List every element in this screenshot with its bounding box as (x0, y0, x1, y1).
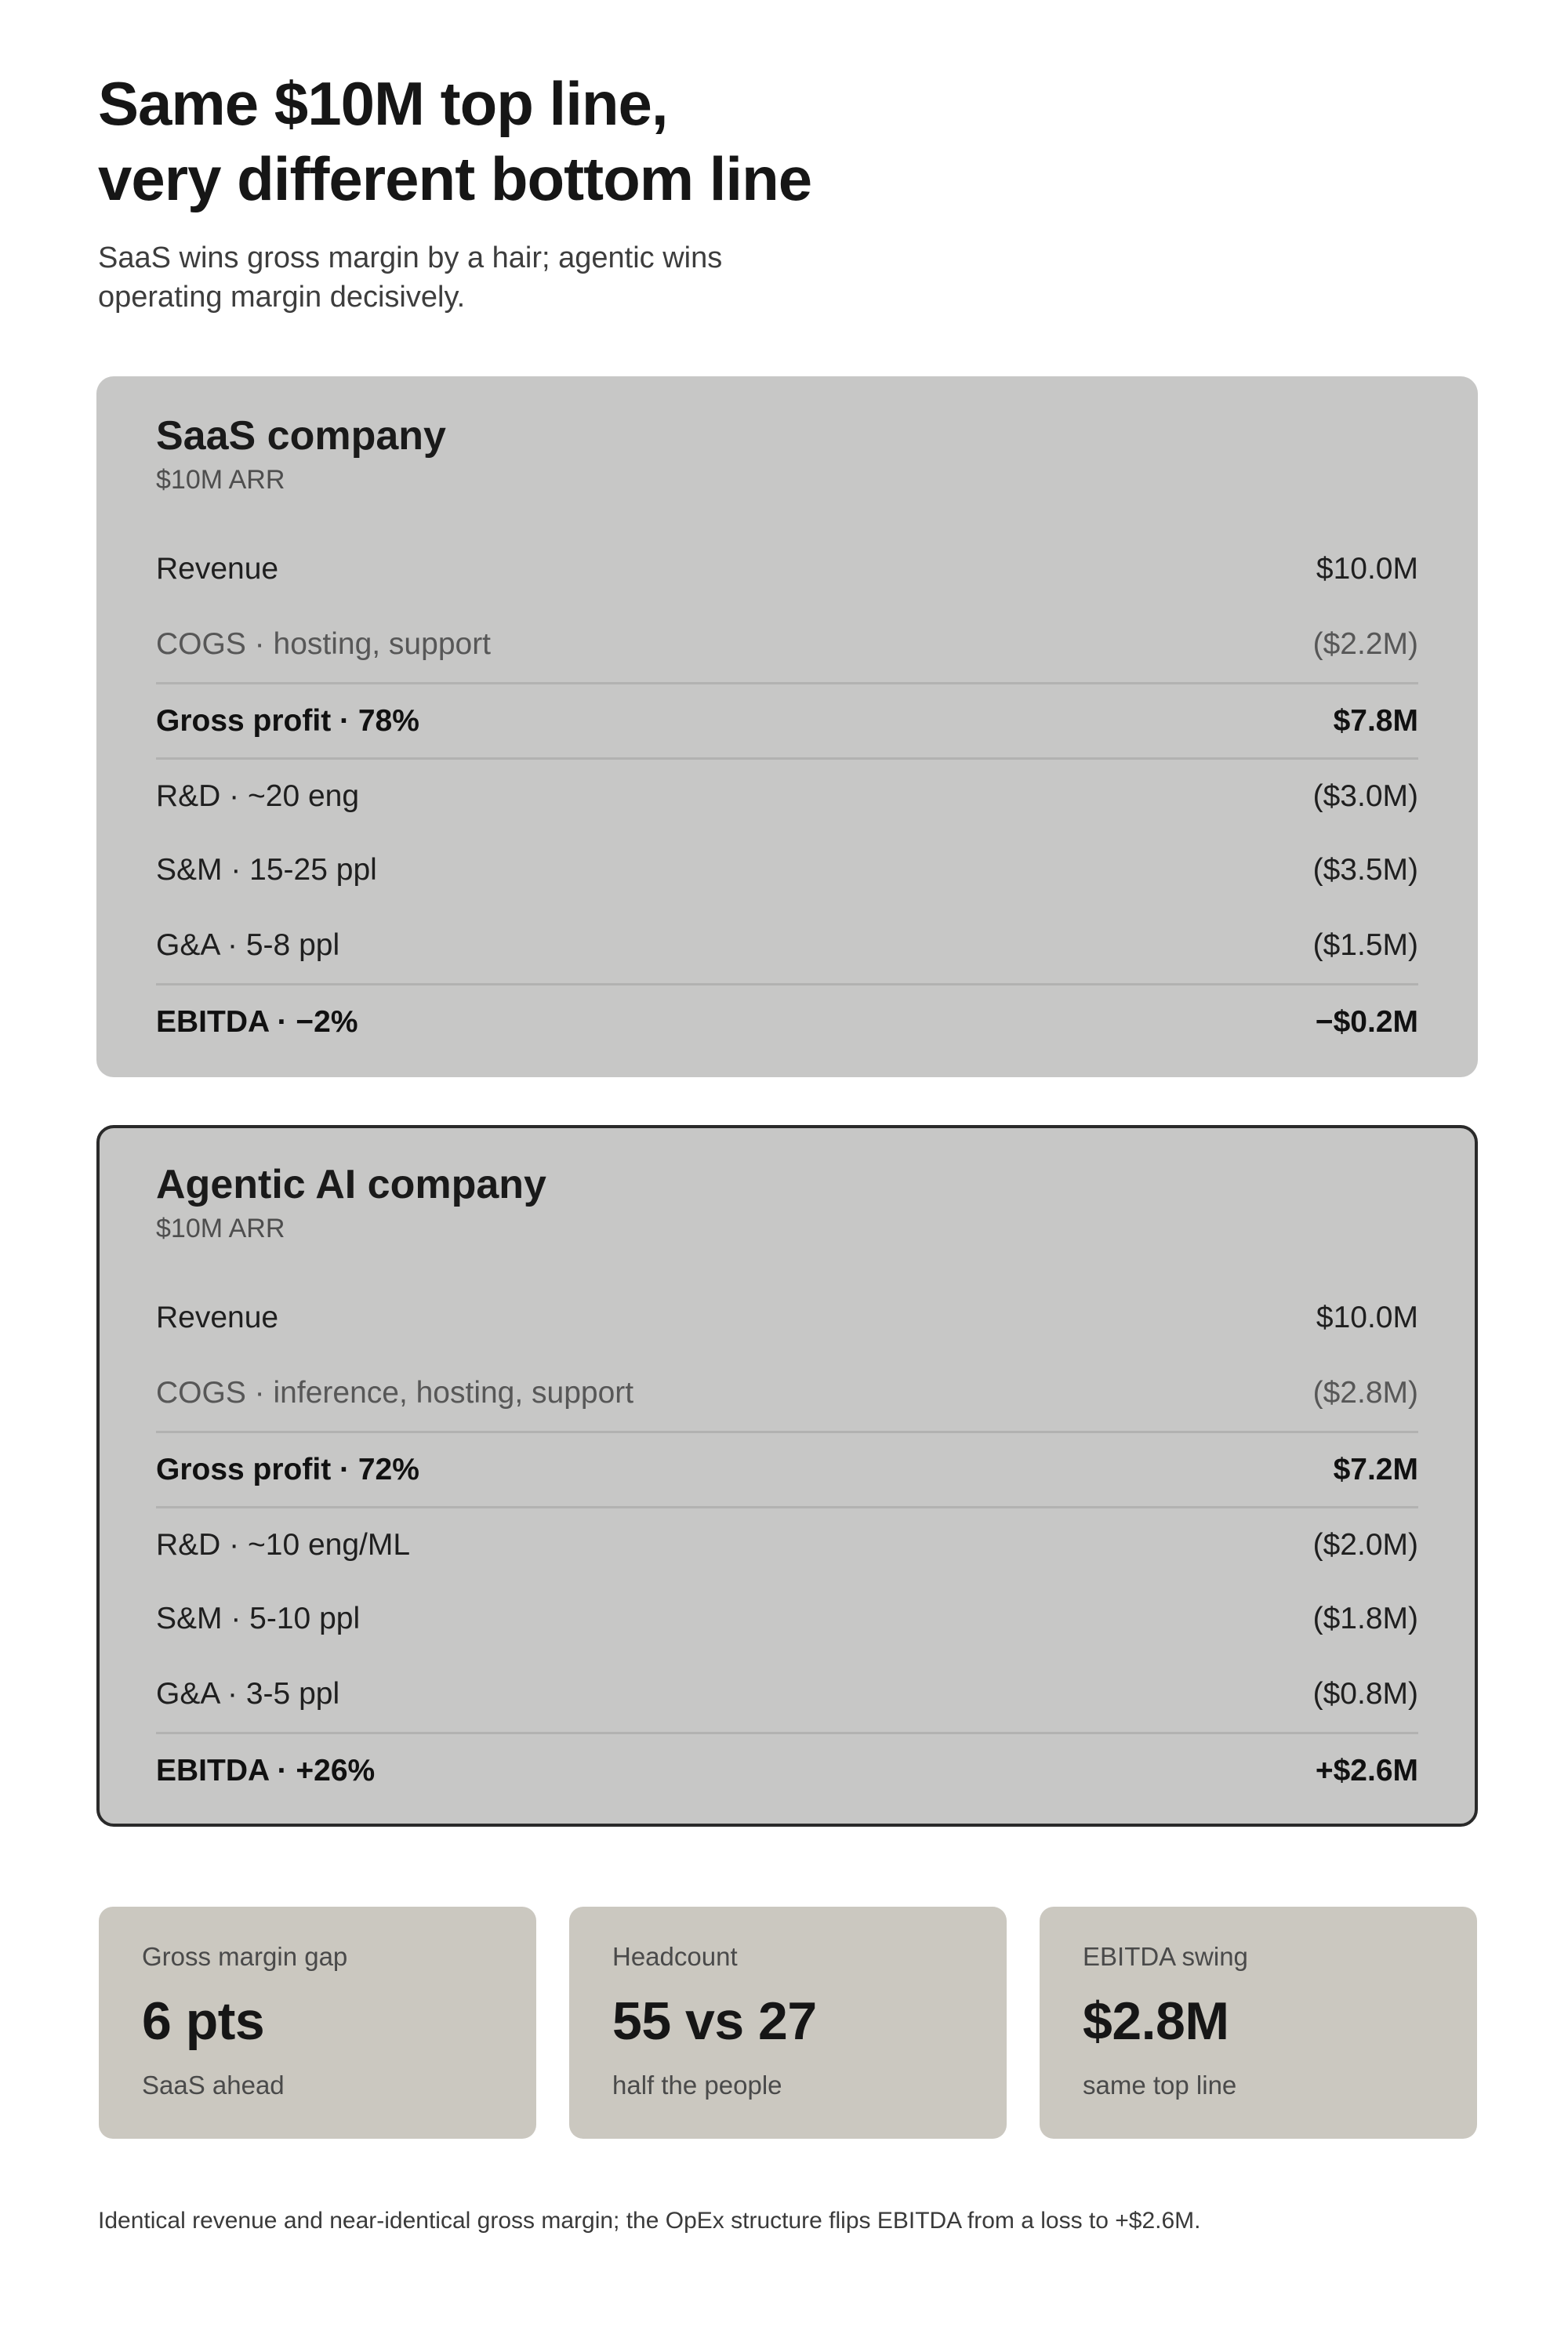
saas-company-card (96, 376, 1478, 1077)
agentic-company-card (96, 1125, 1478, 1827)
pnl-row-ebitda (156, 983, 1418, 1058)
row-value: ($1.8M) (1312, 1602, 1418, 1635)
pnl-row-revenue (156, 532, 1418, 607)
stat-card-headcount (569, 1907, 1007, 2139)
row-label: EBITDA · −2% (156, 1004, 358, 1039)
card-title: SaaS company (156, 413, 446, 459)
pnl-row-gna (156, 1657, 1418, 1732)
row-label: EBITDA · +26% (156, 1753, 376, 1788)
row-label: R&D · ~20 eng (156, 779, 360, 813)
row-label: S&M · 5-10 ppl (156, 1602, 361, 1635)
row-label: COGS · inference, hosting, support (156, 1376, 634, 1410)
stat-card-gross-margin-gap (99, 1907, 536, 2139)
pnl-row-snm (156, 833, 1418, 908)
stat-label: Gross margin gap (142, 1942, 348, 1971)
page-subtitle-line-2: operating margin decisively. (98, 281, 466, 314)
pnl-row-cogs (156, 1356, 1418, 1431)
stat-label: Headcount (612, 1942, 738, 1971)
stat-note: half the people (612, 2071, 782, 2100)
row-value: ($3.5M) (1312, 853, 1418, 887)
page-title-line-2: very different bottom line (98, 144, 812, 213)
page-subtitle-line-1: SaaS wins gross margin by a hair; agentic wins (98, 241, 723, 274)
card-title: Agentic AI company (156, 1162, 546, 1207)
page-title-line-1: Same $10M top line, (98, 69, 668, 138)
row-label: G&A · 3-5 ppl (156, 1677, 340, 1711)
pnl-row-cogs (156, 607, 1418, 682)
row-value: ($2.8M) (1312, 1376, 1418, 1410)
stat-note: SaaS ahead (142, 2071, 285, 2100)
card-arr-label: $10M ARR (156, 465, 285, 495)
pnl-row-snm (156, 1581, 1418, 1657)
row-label: Gross profit · 72% (156, 1452, 419, 1486)
row-label: S&M · 15-25 ppl (156, 853, 377, 887)
stat-value: 6 pts (142, 1991, 265, 2051)
row-value: ($1.5M) (1312, 928, 1418, 962)
row-label: R&D · ~10 eng/ML (156, 1527, 411, 1562)
row-label: COGS · hosting, support (156, 627, 492, 661)
row-value: ($3.0M) (1312, 779, 1418, 813)
page-title (98, 66, 1274, 216)
page-subtitle (98, 238, 788, 317)
row-value: $10.0M (1316, 1301, 1418, 1334)
pnl-table (156, 532, 1418, 1058)
pnl-row-gross-profit (156, 1431, 1418, 1506)
pnl-row-gna (156, 908, 1418, 983)
row-label: Gross profit · 78% (156, 703, 419, 738)
card-arr-label: $10M ARR (156, 1214, 285, 1243)
row-label: Revenue (156, 552, 279, 586)
stat-value: 55 vs 27 (612, 1991, 817, 2051)
row-value: ($0.8M) (1312, 1677, 1418, 1711)
pnl-row-rnd (156, 757, 1418, 833)
stat-card-ebitda-swing (1040, 1907, 1477, 2139)
pnl-row-revenue (156, 1280, 1418, 1356)
row-value: +$2.6M (1315, 1753, 1418, 1788)
row-value: −$0.2M (1315, 1004, 1418, 1039)
stat-note: same top line (1083, 2071, 1237, 2100)
footnote: Identical revenue and near-identical gross margin; the OpEx structure flips EBITDA from a loss to +$2.6M. (98, 2208, 1201, 2234)
pnl-row-rnd (156, 1506, 1418, 1581)
row-value: $7.8M (1333, 703, 1418, 738)
stat-value: $2.8M (1083, 1991, 1229, 2051)
stat-label: EBITDA swing (1083, 1942, 1248, 1971)
row-label: G&A · 5-8 ppl (156, 928, 340, 962)
row-value: $10.0M (1316, 552, 1418, 586)
row-value: ($2.0M) (1312, 1527, 1418, 1562)
pnl-table (156, 1280, 1418, 1807)
row-label: Revenue (156, 1301, 279, 1334)
row-value: ($2.2M) (1312, 627, 1418, 661)
row-value: $7.2M (1333, 1452, 1418, 1486)
pnl-row-gross-profit (156, 682, 1418, 757)
pnl-row-ebitda (156, 1732, 1418, 1807)
